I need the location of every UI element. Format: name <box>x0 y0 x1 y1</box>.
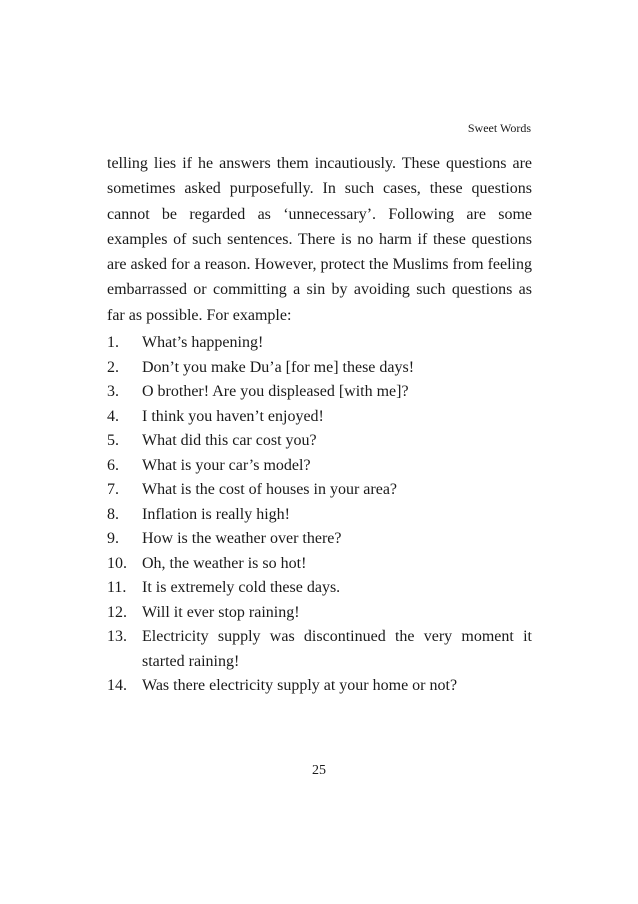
list-item-number: 10. <box>107 554 127 572</box>
list-item <box>107 405 532 430</box>
page-number: 25 <box>312 763 326 778</box>
body-paragraph: telling lies if he answers them incautiously. These questions are sometimes asked purposefully. In such cases, these questions cannot be regarded as ‘unnecessary’. Following are some examples of such sentences. There is no harm if these questions are asked for a reason. However, protect the Muslims from feeling embarrassed or committing a sin by avoiding such questions as far as possible. For example: <box>107 155 532 324</box>
list-item-text: Oh, the weather is so hot! <box>142 554 307 572</box>
body-paragraph-block <box>107 151 532 328</box>
list-item <box>107 625 532 674</box>
list-item-number: 2. <box>107 358 119 376</box>
list-item-text: What is the cost of houses in your area? <box>142 481 398 498</box>
list-item <box>107 478 532 503</box>
list-item <box>107 503 532 528</box>
list-item-text: It is extremely cold these days. <box>142 579 341 596</box>
list-item-number: 13. <box>107 628 127 645</box>
list-item-number: 14. <box>107 677 127 694</box>
list-item <box>107 331 532 356</box>
list-item-number: 3. <box>107 383 119 400</box>
list-item-number: 4. <box>107 407 119 425</box>
numbered-list <box>107 331 532 699</box>
list-item <box>107 674 532 699</box>
list-item-number: 7. <box>107 481 119 498</box>
list-item-text: How is the weather over there? <box>142 530 342 547</box>
list-item-text: O brother! Are you displeased [with me]? <box>142 383 409 400</box>
list-item <box>107 576 532 601</box>
list-item <box>107 356 532 381</box>
list-item-text: What’s happening! <box>142 334 264 351</box>
list-item <box>107 454 532 479</box>
list-item-text: Electricity supply was discontinued the very moment it started raining! <box>142 628 532 670</box>
list-item-number: 9. <box>107 530 119 547</box>
list-item-text: What is your car’s model? <box>142 456 311 474</box>
list-item <box>107 380 532 405</box>
list-item-number: 1. <box>107 334 119 351</box>
list-item-text: Was there electricity supply at your home or not? <box>142 677 458 694</box>
list-item-text: I think you haven’t enjoyed! <box>142 407 324 425</box>
list-item-text: What did this car cost you? <box>142 432 317 449</box>
list-item-number: 8. <box>107 505 119 523</box>
list-item-number: 12. <box>107 603 127 621</box>
list-item-number: 5. <box>107 432 119 449</box>
list-item <box>107 429 532 454</box>
list-item-text: Inflation is really high! <box>142 505 290 523</box>
list-item <box>107 527 532 552</box>
list-item <box>107 552 532 577</box>
list-item-text: Will it ever stop raining! <box>142 603 300 621</box>
list-item-number: 11. <box>107 579 127 596</box>
list-item-number: 6. <box>107 456 119 474</box>
running-header: Sweet Words <box>467 121 531 135</box>
list-item <box>107 601 532 626</box>
list-item-text: Don’t you make Du’a [for me] these days! <box>142 358 415 376</box>
